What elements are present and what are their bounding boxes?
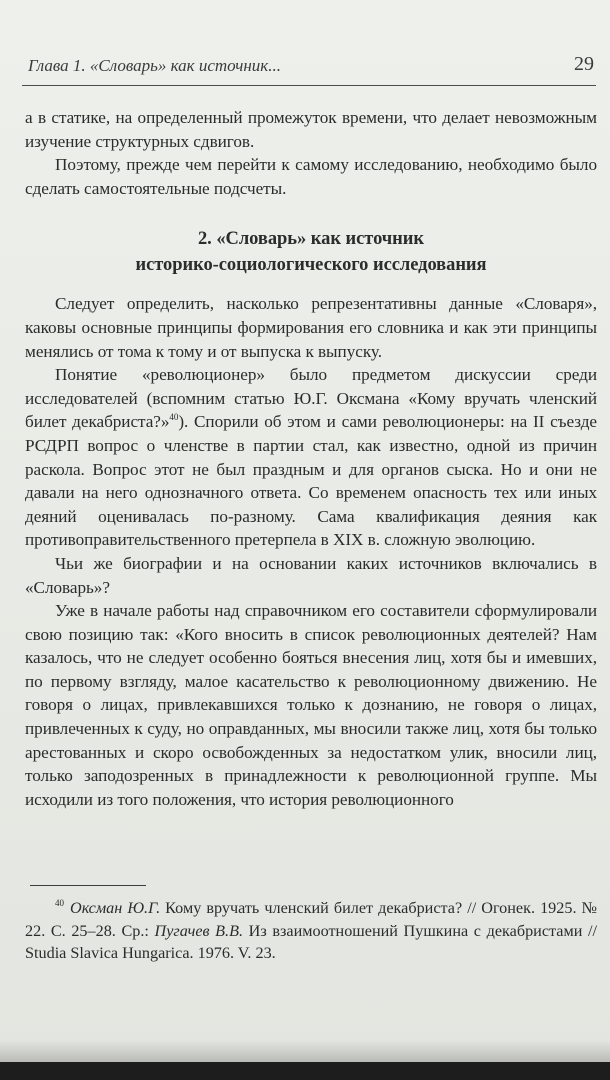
footnote-reference: 40 [169,412,179,423]
paragraph-text: ). Спорили об этом и сами революционеры: на II съезде РСДРП вопрос о членстве в партии стал, как известно, одной из причин раскола. Вопрос этот не был праздным и для органов сыска. Но и они не давали на него однозначного ответа. Со временем опасность тех или иных деяний оценивалась по-разному. Сама квалификация деяния как противоправительственного претерпела в XIX в. сложную эволюцию. [25,412,598,550]
running-head [28,53,594,86]
footnote-author: Пугачев В.В. [154,921,244,940]
paragraph: Поэтому, прежде чем перейти к самому исследованию, необходимо было сделать самостоятельные подсчеты. [25,155,597,198]
section-title-line: историко-социологического исследования [135,255,487,276]
page-number: 29 [574,53,594,75]
paragraph [25,363,597,552]
header-rule [22,85,596,86]
section-heading [25,226,597,278]
paragraph-text: Понятие «революционер» было предметом дискуссии среди исследователей (вспомним статью Ю.Г. Оксмана «Кому вручать членский билет декабриста?» [25,365,597,432]
footnote-text: Из взаимоотношений Пушкина с декабристами // Studia Slavica Hungarica. 1976. V. 23. [25,921,597,962]
paragraph: Уже в начале работы над справочником его составители сформулировали свою позицию так: «Кого вносить в список революционных деятелей? Нам казалось, что не следует особенно бояться внесения лиц, хотя бы и имевших, по первому взгляду, малое касательство к революционному движению. Не говоря о лицах, привлекавшихся только к дознанию, не говоря о лицах, привлеченных к суду, но оправданных, мы вносили также лиц, хотя бы только арестованных и скоро освобожденных за недостатком улик, вносили лиц, только заподозренных в принадлежности к революционной группе. Мы исходили из того положения, что история революционного [25,601,597,809]
chapter-running-title: Глава 1. «Словарь» как источник... [28,56,281,75]
main-text [25,106,597,811]
footnote-rule [30,885,146,886]
paragraph: Следует определить, насколько репрезентативны данные «Словаря», каковы основные принципы формирования его словника и как эти принципы менялись от тома к тому и от выпуска к выпуску. [25,294,597,361]
paragraph: а в статике, на определенный промежуток времени, что делает невозможным изучение структурных сдвигов. [25,108,597,151]
section-title-line: 2. «Словарь» как источник [197,229,425,250]
footnote-marker: 40 [55,898,64,908]
footnote-author: Оксман Ю.Г. [70,899,161,917]
paragraph: Чьи же биографии и на основании каких источников включались в «Словарь»? [25,553,597,597]
footnote-text: Кому вручать членский билет декабриста? // Огонек. 1925. № 22. С. 25–28. Ср.: [25,899,597,940]
footnote [25,897,597,965]
